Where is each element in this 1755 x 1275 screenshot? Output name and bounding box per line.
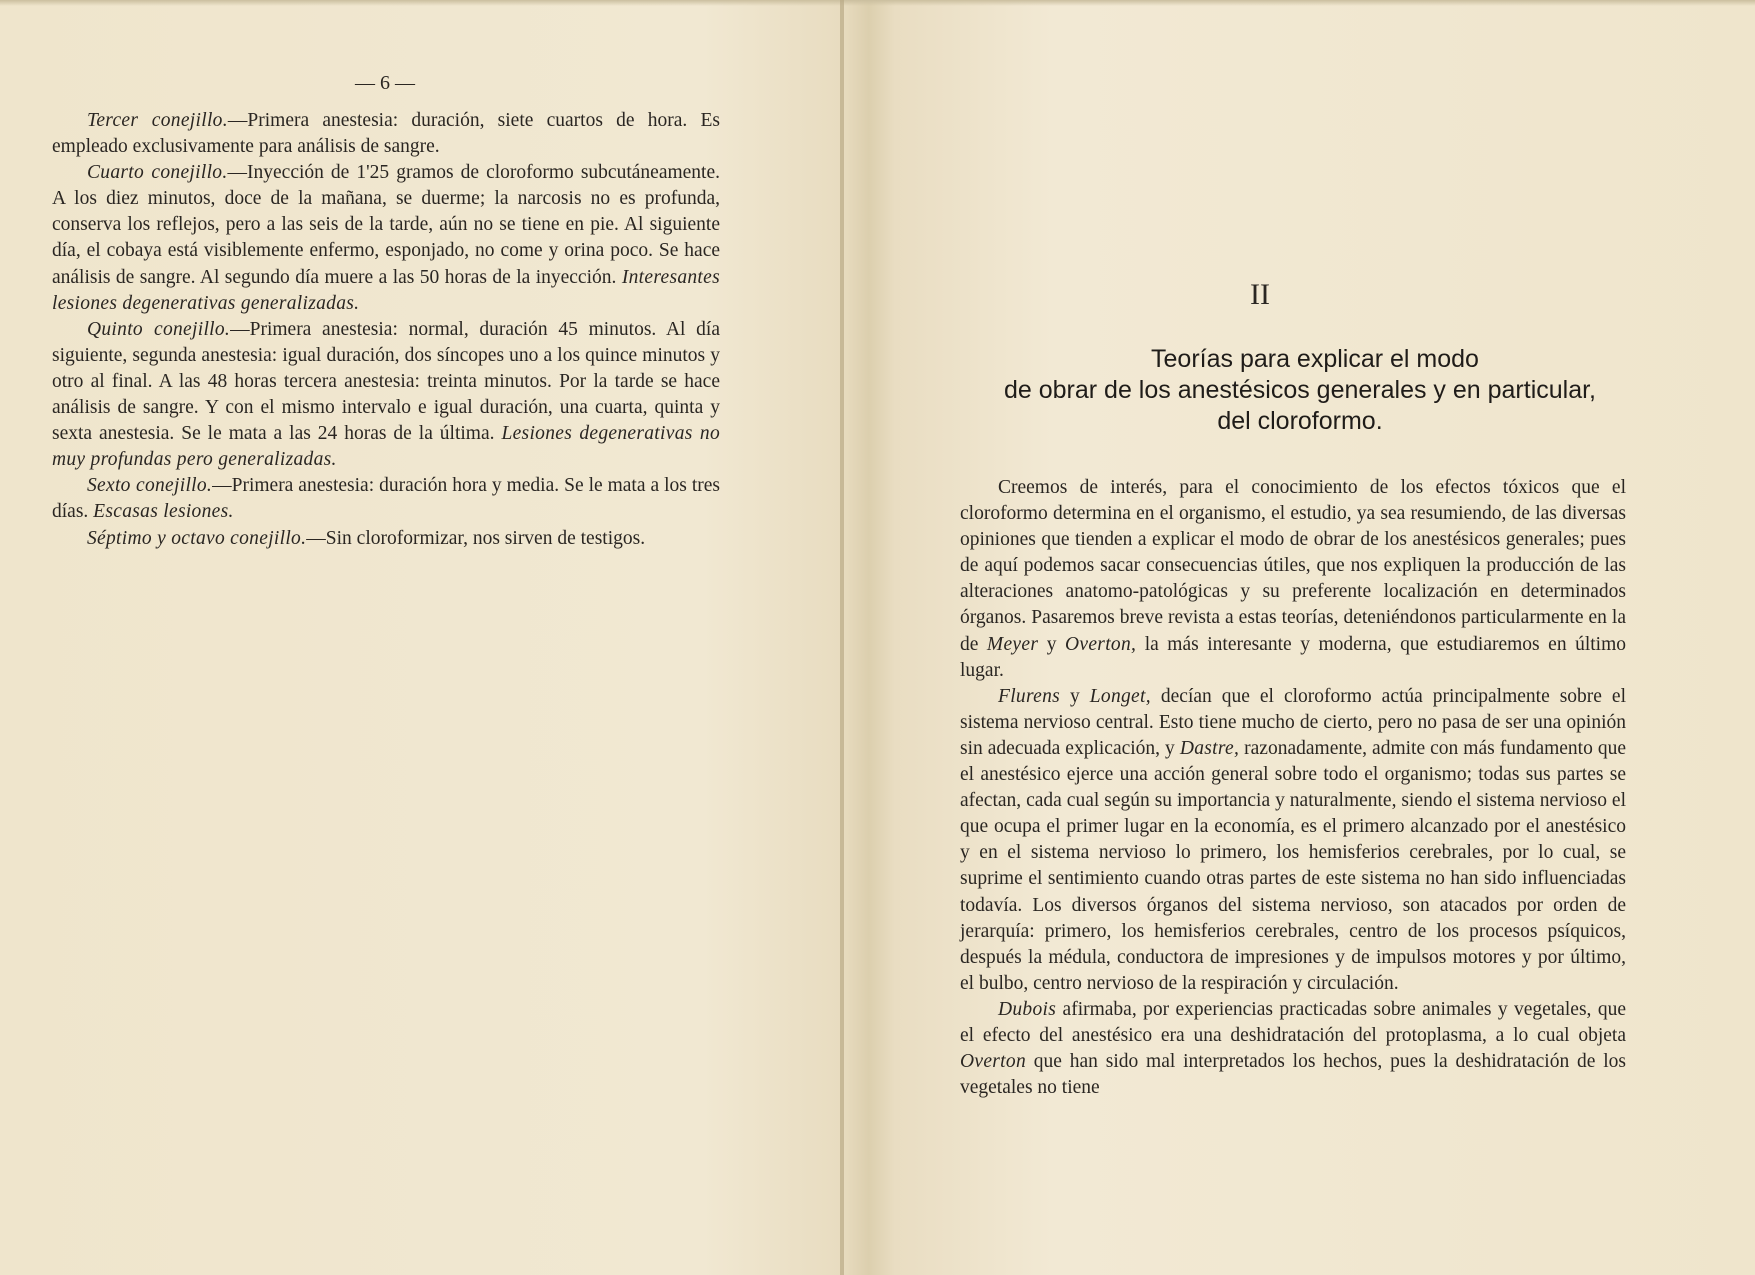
paragraph-text: razonadamente, admite con más fundamento que el anestésico ejerce una acción general sobre todo el organismo; todas sus partes se afectan, cada cual según su importancia y naturalmente, siendo el sistema nervioso el que ocupa el primer lugar en la economía, es el primero alcanzado por el anestésico y en el sistema nervioso lo primero, los hemisferios cerebrales, por lo cual, se suprime el sentimiento cuando otras partes de este sistema no han sido influenciadas todavía. Los diversos órganos del sistema nervioso, son atacados por orden de jerarquía: primero, los hemisferios cerebrales, centro de los procesos psíquicos, después la médula, conductora de impresiones y de impulsos motores y por último, el bulbo, centro nervioso de la respiración y circulación. bbox=[960, 737, 1627, 994]
author-name: Longet, bbox=[1089, 685, 1151, 707]
author-name: Overton, bbox=[1065, 633, 1137, 655]
author-name: Dubois bbox=[998, 998, 1057, 1020]
subject-name: Cuarto conejillo. bbox=[87, 162, 228, 184]
subject-name: Quinto conejillo. bbox=[87, 318, 231, 340]
paragraph-introduction bbox=[960, 475, 1626, 684]
chapter-title-line-1: Teorías para explicar el modo bbox=[1151, 345, 1479, 373]
page-number: — 6 — bbox=[355, 72, 415, 94]
paragraph-text: —Inyección de 1'25 gramos de cloroformo subcutáneamente. A los diez minutos, doce de la mañana, se duerme; la narcosis no es profunda, conserva los reflejos, pero a las seis de la tarde, aún no se tiene en pie. Al siguiente día, el cobaya está visiblemente enfermo, esponjado, no come y orina poco. Se hace análisis de sangre. Al segundo día muere a las 50 horas de la inyección. bbox=[52, 162, 720, 288]
finding-italic: Escasas lesiones. bbox=[93, 501, 234, 523]
subject-name: Sexto conejillo. bbox=[87, 475, 213, 497]
book-gutter bbox=[840, 0, 844, 1275]
paragraph-text: y bbox=[1038, 633, 1066, 655]
paragraph-text: decían que el cloroformo actúa principalmente sobre el sistema nervioso central. Esto tiene mucho de cierto, pero no pasa de ser una opinión sin adecuada explicación, y bbox=[960, 685, 1626, 759]
paragraph-text: Creemos de interés, para el conocimiento de los efectos tóxicos que el cloroformo determina en el organismo, el estudio, ya sea resumiendo, de las diversas opiniones que tienden a explicar el modo de obrar de los anestésicos generales; pues de aquí podemos sacar consecuencias útiles, que nos expliquen la producción de las alteraciones anatomo-patológicas y su preferente localización en determinados órganos. Pasaremos breve revista a estas teorías, deteniéndonos particularmente en la de bbox=[960, 477, 1626, 655]
paragraph-text: —Primera anestesia: duración hora y media. Se le mata a los tres días. bbox=[52, 475, 720, 523]
paragraph-text: y bbox=[1060, 685, 1090, 707]
paragraph-text: la más interesante y moderna, que estudiaremos en último lugar. bbox=[960, 633, 1626, 681]
paragraph-text: —Primera anestesia: normal, duración 45 minutos. Al día siguiente, segunda anestesia: igual duración, dos síncopes uno a los quince minutos y otro al final. A las 48 horas tercera anestesia: treinta minutos. Por la tarde se hace análisis de sangre. Y con el mismo intervalo e igual duración, una cuarta, quinta y sexta anestesia. Se le mata a las 24 horas de la última. bbox=[52, 318, 721, 445]
left-page-body bbox=[52, 108, 720, 552]
paragraph-tercer-conejillo bbox=[52, 108, 720, 160]
paragraph-text: afirmaba, por experiencias practicadas sobre animales y vegetales, que el efecto del anestésico era una deshidratación del protoplasma, a lo cual objeta bbox=[960, 998, 1626, 1046]
author-name: Dastre, bbox=[1179, 737, 1240, 759]
finding-italic: Interesantes lesiones degenerativas generalizadas. bbox=[52, 266, 720, 314]
author-name: Overton bbox=[960, 1051, 1026, 1073]
paragraph-sexto-conejillo bbox=[52, 473, 720, 525]
paragraph-cuarto-conejillo bbox=[52, 160, 720, 317]
subject-name: Tercer conejillo. bbox=[87, 110, 228, 131]
paragraph-septimo-octavo-conejillo bbox=[52, 526, 720, 552]
paragraph-quinto-conejillo bbox=[52, 317, 720, 474]
chapter-number: II bbox=[1250, 278, 1270, 311]
finding-italic: Lesiones degenerativas no muy profundas pero generalizadas. bbox=[52, 423, 720, 471]
chapter-title bbox=[955, 344, 1645, 437]
chapter-title-line-2: de obrar de los anestésicos generales y en particular, bbox=[1003, 376, 1597, 404]
paragraph-text: que han sido mal interpretados los hechos, pues la deshidratación de los vegetales no tiene bbox=[960, 1051, 1626, 1099]
subject-name: Séptimo y octavo conejillo. bbox=[87, 527, 307, 549]
left-page bbox=[0, 0, 840, 1275]
paragraph-dubois bbox=[960, 997, 1626, 1101]
author-name: Meyer bbox=[986, 633, 1039, 655]
author-name: Flurens bbox=[998, 685, 1061, 707]
paragraph-text: —Primera anestesia: duración, siete cuartos de hora. Es empleado exclusivamente para análisis de sangre. bbox=[52, 110, 720, 158]
paragraph-flurens-longet bbox=[960, 684, 1626, 997]
chapter-title-line-3: del cloroformo. bbox=[1217, 407, 1383, 435]
right-page-body bbox=[960, 475, 1626, 1101]
paragraph-text: —Sin cloroformizar, nos sirven de testigos. bbox=[306, 527, 646, 549]
